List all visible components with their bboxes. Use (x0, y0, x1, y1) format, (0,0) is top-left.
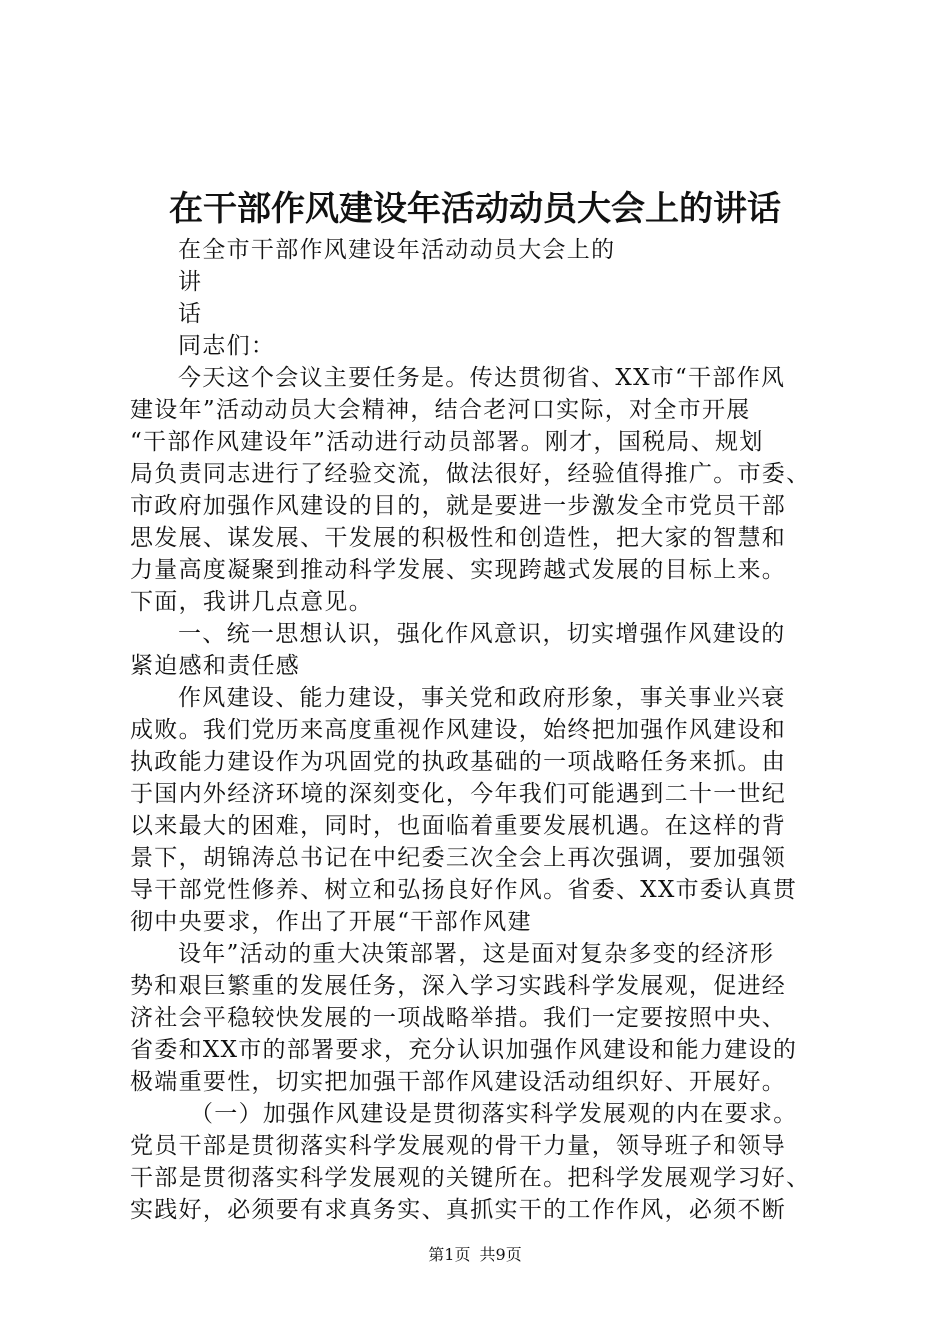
body-line: 彻中央要求，作出了开展“干部作风建 (130, 909, 532, 935)
body-line: 成败。我们党历来高度重视作风建设，始终把加强作风建设和 (130, 717, 787, 743)
body-line: 下面，我讲几点意见。 (130, 589, 373, 615)
body-line: 执政能力建设作为巩固党的执政基础的一项战略任务来抓。由 (130, 749, 787, 775)
body-line: 景下，胡锦涛总书记在中纪委三次全会上再次强调，要加强领 (130, 845, 787, 871)
body-line: 济社会平稳较快发展的一项战略举措。我们一定要按照中央、 (130, 1005, 787, 1031)
body-line: 干部是贯彻落实科学发展观的关键所在。把科学发展观学习好、 (130, 1165, 811, 1191)
body-line: 极端重要性，切实把加强干部作风建设活动组织好、开展好。 (130, 1069, 787, 1095)
body-line: （一）加强作风建设是贯彻落实科学发展观的内在要求。 (190, 1101, 798, 1127)
body-line: 建设年”活动动员大会精神，结合老河口实际，对全市开展 (130, 397, 751, 423)
body-line: 力量高度凝聚到推动科学发展、实现跨越式发展的目标上来。 (130, 557, 787, 583)
body-line: 导干部党性修养、树立和弘扬良好作风。省委、XX市委认真贯 (130, 877, 798, 903)
body-line: 设年”活动的重大决策部署，这是面对复杂多变的经济形 (178, 941, 775, 967)
body-line: 同志们： (178, 333, 276, 359)
body-line: 以来最大的困难，同时，也面临着重要发展机遇。在这样的背 (130, 813, 787, 839)
body-line: 市政府加强作风建设的目的，就是要进一步激发全市党员干部 (130, 493, 787, 519)
document-body (130, 234, 830, 1226)
page-footer (0, 1244, 950, 1266)
body-line: 实践好，必须要有求真务实、真抓实干的工作作风，必须不断 (130, 1197, 787, 1223)
body-line: 思发展、谋发展、干发展的积极性和创造性，把大家的智慧和 (130, 525, 787, 551)
body-line: 讲 (178, 269, 203, 295)
document-title: 在干部作风建设年活动动员大会上的讲话 (169, 189, 781, 229)
body-line: 紧迫感和责任感 (130, 653, 301, 679)
body-line: 势和艰巨繁重的发展任务，深入学习实践科学发展观，促进经 (130, 973, 787, 999)
body-line: 党员干部是贯彻落实科学发展观的骨干力量，领导班子和领导 (130, 1133, 787, 1159)
body-line: 今天这个会议主要任务是。传达贯彻省、XX市“干部作风 (178, 365, 786, 391)
body-line: “干部作风建设年”活动进行动员部署。刚才，国税局、规划 (130, 429, 764, 455)
body-line: 在全市干部作风建设年活动动员大会上的 (178, 237, 616, 263)
body-line: 省委和XX市的部署要求，充分认识加强作风建设和能力建设的 (130, 1037, 798, 1063)
page-total: 共9页 (479, 1245, 522, 1264)
page-number: 第1页 (428, 1245, 471, 1264)
body-line: 于国内外经济环境的深刻变化，今年我们可能遇到二十一世纪 (130, 781, 787, 807)
body-line: 话 (178, 301, 203, 327)
body-line: 局负责同志进行了经验交流，做法很好，经验值得推广。市委、 (130, 461, 811, 487)
body-line: 一、统一思想认识，强化作风意识，切实增强作风建设的 (178, 621, 786, 647)
body-line: 作风建设、能力建设，事关党和政府形象，事关事业兴衰 (178, 685, 786, 711)
